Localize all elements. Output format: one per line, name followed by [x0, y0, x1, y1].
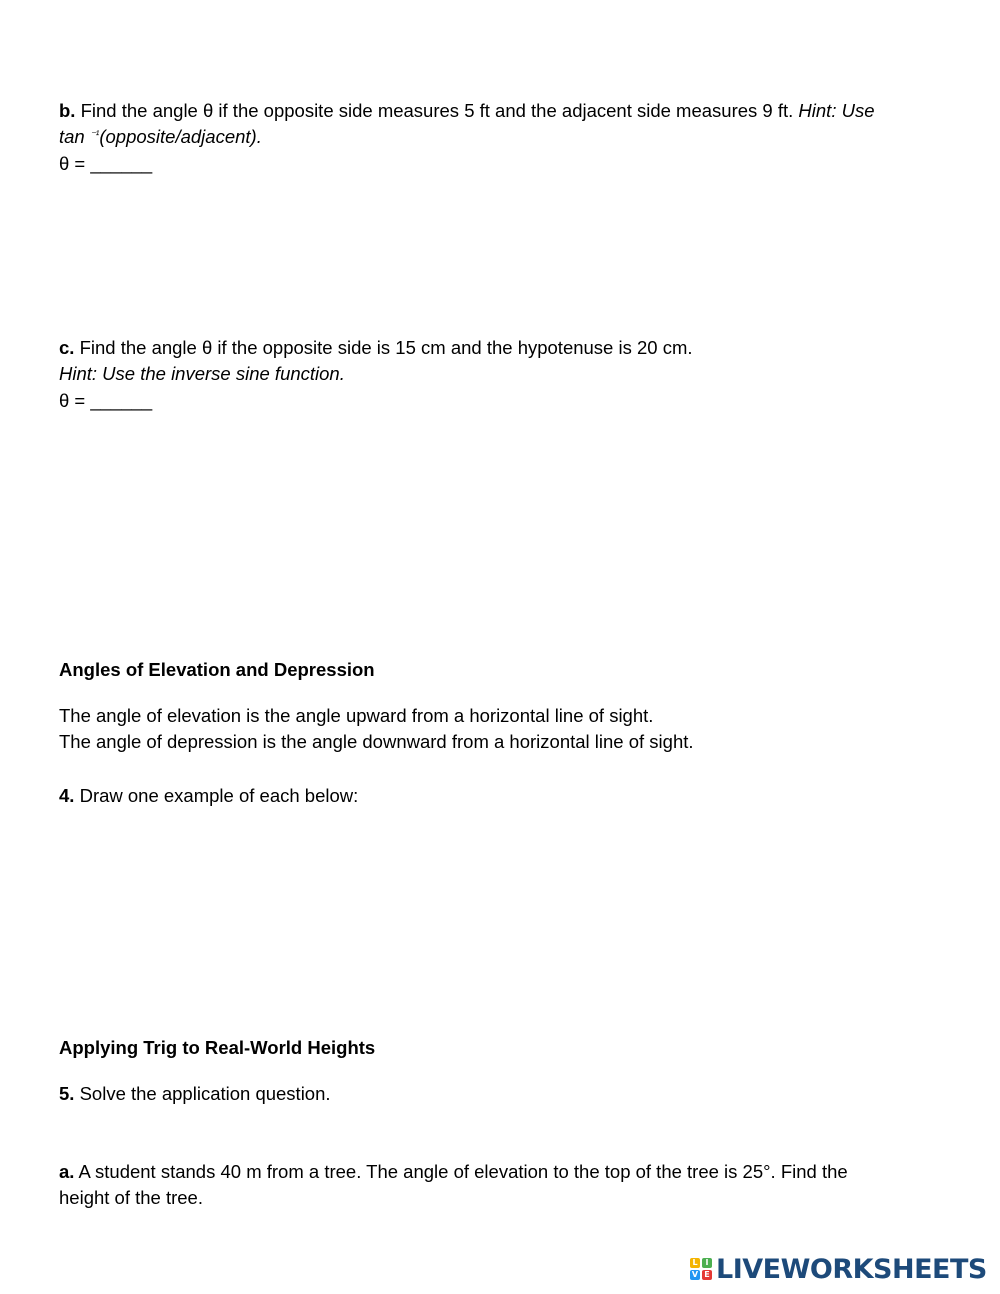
question-3b-text: Find the angle θ if the opposite side measures 5 ft and the adjacent side measures 9 ft.: [75, 100, 799, 121]
question-5: [59, 1081, 331, 1107]
question-3c-hint: Hint: Use the inverse sine function.: [59, 363, 345, 384]
hint-inverse-superscript: ⁻¹: [89, 129, 100, 141]
logo-mark-letter: V: [691, 1270, 699, 1279]
question-5a-label: a.: [59, 1161, 75, 1182]
logo-mark-letter: I: [702, 1258, 712, 1268]
question-3c-label: c.: [59, 337, 75, 358]
section-heading-elevation: Angles of Elevation and Depression: [59, 659, 375, 680]
hint-tan-argument: (opposite/adjacent).: [99, 126, 262, 147]
elevation-definition: The angle of elevation is the angle upward from a horizontal line of sight.: [59, 705, 654, 726]
question-3c-text: Find the angle θ if the opposite side is 15 cm and the hypotenuse is 20 cm.: [74, 337, 693, 358]
question-5-label: 5.: [59, 1083, 75, 1104]
question-5a-continued: height of the tree.: [59, 1187, 203, 1208]
question-3b-hint-start: Hint: Use: [798, 100, 875, 121]
liveworksheets-logo: [690, 1254, 987, 1284]
question-3b-answer-blank[interactable]: θ = ______: [59, 153, 153, 174]
question-3b-label: b.: [59, 100, 76, 121]
question-5a: [59, 1159, 848, 1185]
question-3c-answer-blank[interactable]: θ = ______: [59, 390, 153, 411]
question-5-text: Solve the application question.: [74, 1083, 331, 1104]
logo-text: LIVEWORKSHEETS: [716, 1253, 987, 1285]
question-3b-hint-continued: [59, 124, 262, 150]
hint-tan-prefix: tan: [59, 126, 90, 147]
question-3b: [59, 98, 875, 124]
logo-mark-icon: [690, 1258, 712, 1280]
question-4-text: Draw one example of each below:: [74, 785, 359, 806]
question-4-label: 4.: [59, 785, 75, 806]
question-3c: [59, 335, 693, 361]
logo-mark-letter: E: [702, 1270, 712, 1280]
section-heading-heights: Applying Trig to Real-World Heights: [59, 1037, 376, 1058]
question-5a-text: A student stands 40 m from a tree. The angle of elevation to the top of the tree is 25°. Find the: [74, 1161, 848, 1182]
depression-definition: The angle of depression is the angle downward from a horizontal line of sight.: [59, 731, 694, 752]
logo-mark-letter: L: [690, 1258, 700, 1268]
question-4: [59, 783, 358, 809]
